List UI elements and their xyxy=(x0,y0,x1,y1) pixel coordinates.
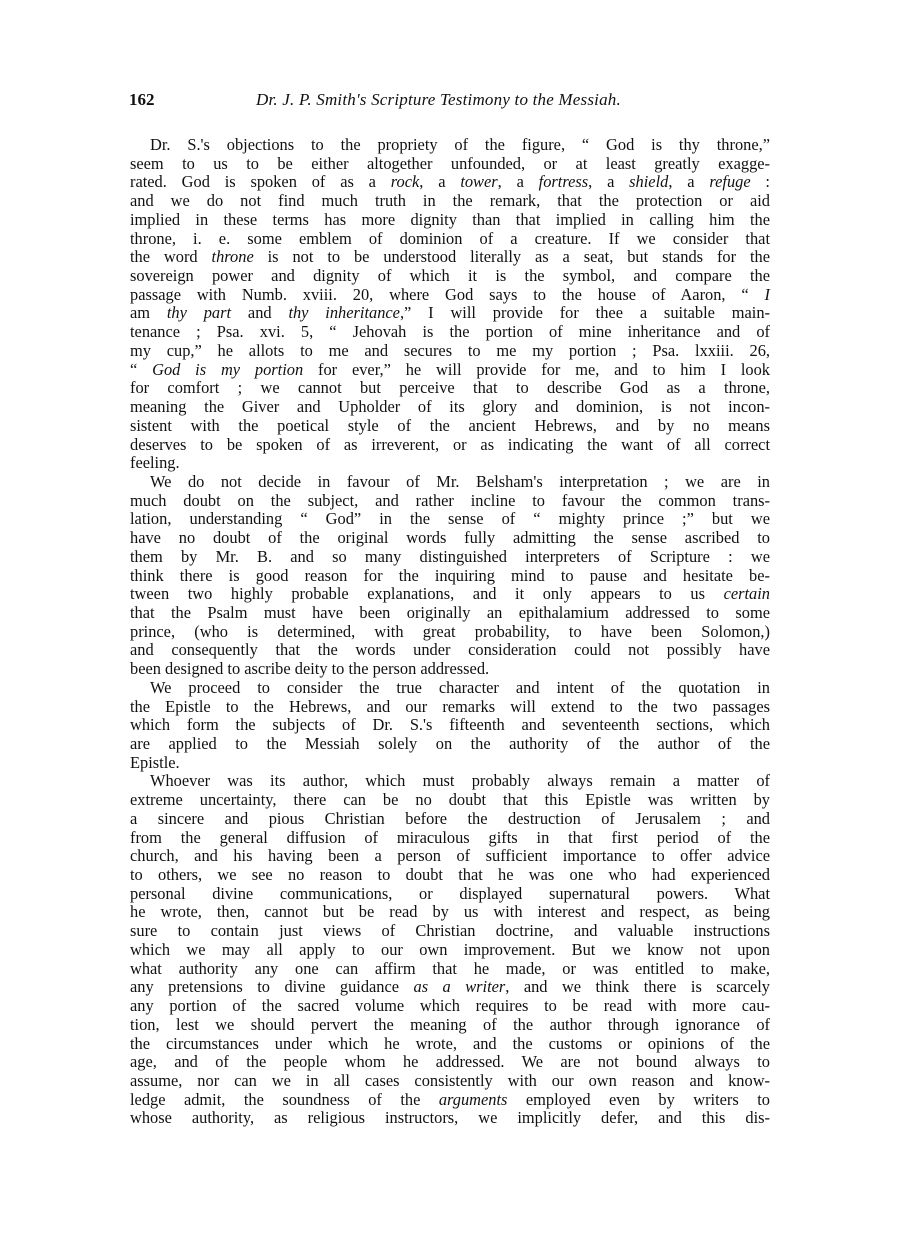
text-line: the word throne is not to be understood literally as a seat, but stands for the xyxy=(130,247,770,267)
text-line: rated. God is spoken of as a rock, a tower, a fortress, a shield, a refuge : xyxy=(130,172,770,192)
running-title: Dr. J. P. Smith's Scripture Testimony to the Messiah. xyxy=(256,90,621,109)
text-line: age, and of the people whom he addressed. We are not bound always to xyxy=(130,1052,770,1072)
text-line: from the general diffusion of miraculous gifts in that first period of the xyxy=(130,827,770,847)
text-line: for comfort ; we cannot but perceive that to describe God as a throne, xyxy=(130,378,770,398)
text-line: throne, i. e. some emblem of dominion of a creature. If we consider that xyxy=(130,228,770,248)
text-line: he wrote, then, cannot but be read by us with interest and respect, as being xyxy=(130,902,770,922)
text-line: a sincere and pious Christian before the destruction of Jerusalem ; and xyxy=(130,808,770,828)
text-line: Whoever was its author, which must probably always remain a matter of xyxy=(150,771,770,791)
text-line: and we do not find much truth in the remark, that the protection or aid xyxy=(130,191,770,211)
text-line: deserves to be spoken of as irreverent, or as indicating the want of all correct xyxy=(130,434,770,454)
text-line: tenance ; Psa. xvi. 5, “ Jehovah is the portion of mine inheritance and of xyxy=(130,322,770,342)
text-line: ledge admit, the soundness of the arguments employed even by writers to xyxy=(130,1089,770,1109)
text-line: been designed to ascribe deity to the person addressed. xyxy=(130,659,490,679)
text-line: sovereign power and dignity of which it is the symbol, and compare the xyxy=(130,266,770,286)
text-line: feeling. xyxy=(130,453,180,473)
text-line: personal divine communications, or displayed supernatural powers. What xyxy=(130,883,770,903)
page-header xyxy=(129,90,769,112)
text-line: Dr. S.'s objections to the propriety of the figure, “ God is thy throne,” xyxy=(150,135,770,154)
text-line: any pretensions to divine guidance as a writer, and we think there is scarcely xyxy=(130,977,770,997)
text-line: church, and his having been a person of sufficient importance to offer advice xyxy=(130,846,770,866)
text-line: to others, we see no reason to doubt that he was one who had experienced xyxy=(130,865,770,885)
text-line: passage with Numb. xviii. 20, where God says to the house of Aaron, “ I xyxy=(130,284,770,304)
text-line: lation, understanding “ God” in the sense of “ mighty prince ;” but we xyxy=(130,509,770,529)
text-line: the Epistle to the Hebrews, and our remarks will extend to the two passages xyxy=(130,696,770,716)
text-line: “ God is my portion for ever,” he will provide for me, and to him I look xyxy=(130,359,771,379)
text-line: sure to contain just views of Christian doctrine, and valuable instructions xyxy=(130,921,770,941)
text-line: assume, nor can we in all cases consistently with our own reason and know- xyxy=(130,1070,770,1090)
text-line: implied in these terms has more dignity than that implied in calling him the xyxy=(130,209,770,229)
body-text xyxy=(130,136,770,1128)
text-line: tion, lest we should pervert the meaning of the author through ignorance of xyxy=(130,1014,770,1034)
text-line: Epistle. xyxy=(130,752,180,772)
text-line: what authority any one can affirm that he made, or was entitled to make, xyxy=(130,958,770,978)
text-line: that the Psalm must have been originally an epithalamium addressed to some xyxy=(130,602,770,622)
text-line: the circumstances under which he wrote, and the customs or opinions of the xyxy=(130,1033,770,1053)
text-line: which we may all apply to our own improvement. But we know not upon xyxy=(130,939,770,959)
text-line: We do not decide in favour of Mr. Belsham's interpretation ; we are in xyxy=(150,471,770,491)
text-line: my cup,” he allots to me and secures to me my portion ; Psa. lxxiii. 26, xyxy=(130,340,770,360)
page-number: 162 xyxy=(129,90,155,109)
text-line: We proceed to consider the true character and intent of the quotation in xyxy=(150,677,770,697)
text-line: them by Mr. B. and so many distinguished interpreters of Scripture : we xyxy=(130,546,770,566)
text-line: any portion of the sacred volume which requires to be read with more cau- xyxy=(130,996,770,1016)
text-line: am thy part and thy inheritance,” I will provide for thee a suitable main- xyxy=(130,303,770,323)
text-line: and consequently that the words under consideration could not possibly have xyxy=(130,640,770,660)
text-line: are applied to the Messiah solely on the authority of the author of the xyxy=(130,734,770,753)
text-line: seem to us to be either altogether unfounded, or at least greatly exagge- xyxy=(130,153,770,173)
text-line: tween two highly probable explanations, and it only appears to us certain xyxy=(130,584,770,604)
text-line: much doubt on the subject, and rather incline to favour the common trans- xyxy=(130,490,770,510)
text-line: have no doubt of the original words fully admitting the sense ascribed to xyxy=(130,528,770,548)
text-line: extreme uncertainty, there can be no doubt that this Epistle was written by xyxy=(130,790,770,810)
text-line: whose authority, as religious instructors, we implicitly defer, and this dis- xyxy=(130,1108,770,1128)
text-line: sistent with the poetical style of the ancient Hebrews, and by no means xyxy=(130,415,770,435)
text-line: meaning the Giver and Upholder of its glory and dominion, is not incon- xyxy=(130,397,770,417)
text-line: which form the subjects of Dr. S.'s fifteenth and seventeenth sections, which xyxy=(130,715,770,735)
text-line: think there is good reason for the inquiring mind to pause and hesitate be- xyxy=(130,565,770,585)
text-line: prince, (who is determined, with great probability, to have been Solomon,) xyxy=(130,621,770,641)
